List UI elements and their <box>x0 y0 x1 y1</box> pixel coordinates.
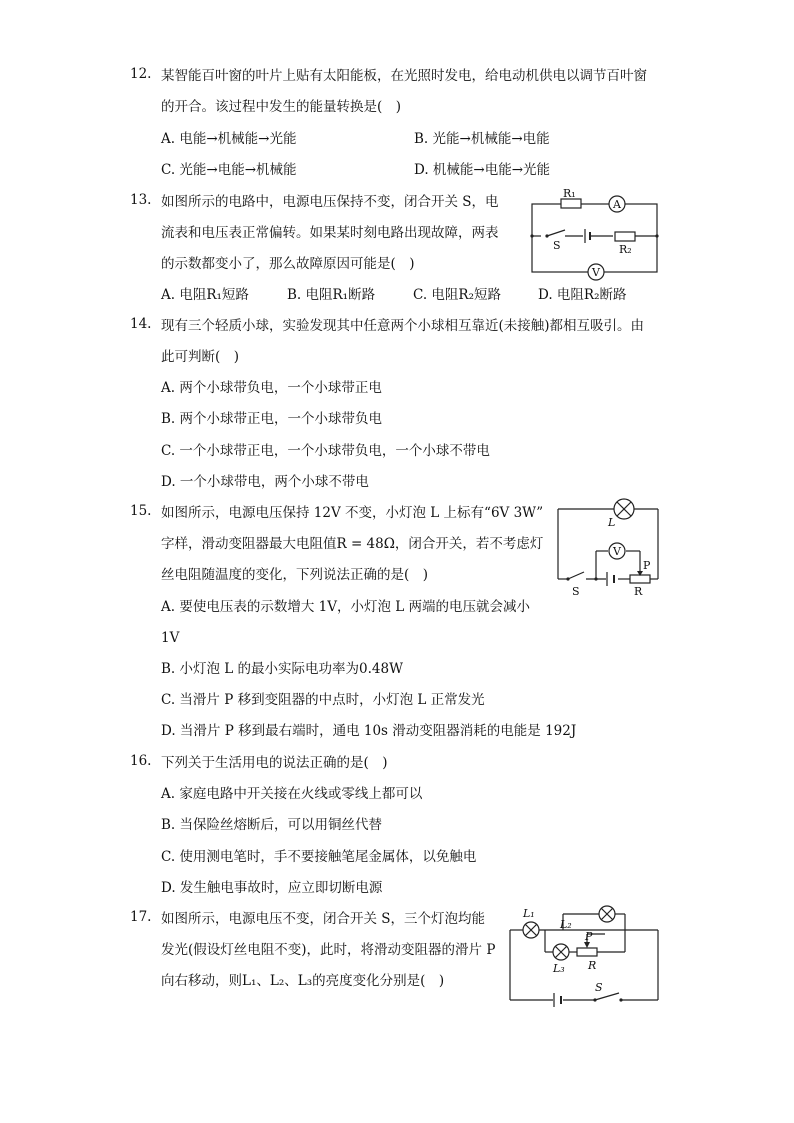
question-text-line: 的开合。该过程中发生的能量转换是( ) <box>161 99 402 115</box>
svg-text:L₂: L₂ <box>560 918 572 931</box>
question-text-line: 现有三个轻质小球，实验发现其中任意两个小球相互靠近(未接触)都相互吸引。由 <box>161 318 645 334</box>
question-text-line: 如图所示的电路中，电源电压保持不变，闭合开关 S，电 <box>161 194 499 210</box>
voltmeter <box>609 543 625 559</box>
svg-text:R: R <box>634 585 643 598</box>
battery <box>554 993 561 1007</box>
svg-text:S: S <box>572 585 580 598</box>
option-b[interactable]: B. 光能→机械能→电能 <box>414 131 550 147</box>
option-d[interactable]: D. 电阻R₂断路 <box>538 287 627 303</box>
question-text-line: 发光(假设灯丝电阻不变)，此时，将滑动变阻器的滑片 P <box>161 942 496 958</box>
question-text-line: 如图所示，电源电压不变，闭合开关 S，三个灯泡均能 <box>161 911 486 927</box>
battery <box>584 229 613 243</box>
question-text-line: 的示数都变小了，那么故障原因可能是( ) <box>161 256 415 272</box>
question-text-line: 字样，滑动变阻器最大电阻值R = 48Ω，闭合开关，若不考虑灯 <box>161 536 544 552</box>
svg-text:R₁: R₁ <box>563 187 576 200</box>
bulb-l3 <box>552 944 569 975</box>
question-text-line: 向右移动，则L₁、L₂、L₃的亮度变化分别是( ) <box>161 973 445 989</box>
question-text-line: 流表和电压表正常偏转。如果某时刻电路出现故障，两表 <box>161 225 499 241</box>
option-a[interactable]: A. 电阻R₁短路 <box>161 287 249 303</box>
resistor-r1 <box>561 187 581 208</box>
option-b[interactable]: B. 小灯泡 L 的最小实际电功率为0.48W <box>161 661 403 677</box>
option-d[interactable]: D. 当滑片 P 移到最右端时，通电 10s 滑动变阻器消耗的电能是 192J <box>161 723 577 739</box>
svg-text:A: A <box>613 198 621 211</box>
option-d[interactable]: D. 机械能→电能→光能 <box>414 162 551 178</box>
svg-text:L: L <box>608 516 616 529</box>
question-text-line: 某智能百叶窗的叶片上贴有太阳能板，在光照时发电，给电动机供电以调节百叶窗 <box>161 68 647 84</box>
ammeter <box>609 196 625 212</box>
bulb-l <box>607 499 634 529</box>
switch-s <box>541 230 583 252</box>
svg-text:L₁: L₁ <box>523 907 535 920</box>
option-c[interactable]: C. 光能→电能→机械能 <box>161 162 297 178</box>
bulb-l1 <box>522 907 539 938</box>
circuit-diagram-17 <box>505 902 665 1012</box>
bulb-l2 <box>559 906 615 931</box>
svg-text:R₂: R₂ <box>619 243 632 256</box>
svg-text:S: S <box>553 239 561 252</box>
circuit-diagram-15 <box>556 496 666 598</box>
svg-text:P: P <box>643 559 651 572</box>
option-b[interactable]: B. 当保险丝熔断后，可以用铜丝代替 <box>161 817 383 833</box>
option-a-continued: 1V <box>161 630 180 646</box>
option-b[interactable]: B. 两个小球带正电，一个小球带负电 <box>161 411 383 427</box>
question-text-line: 丝电阻随温度的变化，下列说法正确的是( ) <box>161 567 429 583</box>
option-a[interactable]: A. 要使电压表的示数增大 1V，小灯泡 L 两端的电压就会减小 <box>161 599 531 615</box>
option-a[interactable]: A. 家庭电路中开关接在火线或零线上都可以 <box>161 786 423 802</box>
slider-rheostat <box>577 930 597 972</box>
svg-text:V: V <box>613 545 621 558</box>
circuit-diagram-13 <box>525 186 665 278</box>
option-c[interactable]: C. 一个小球带正电，一个小球带负电，一个小球不带电 <box>161 443 490 459</box>
option-a[interactable]: A. 两个小球带负电，一个小球带正电 <box>161 380 382 396</box>
option-d[interactable]: D. 发生触电事故时，应立即切断电源 <box>161 880 383 896</box>
question-text-line: 下列关于生活用电的说法正确的是( ) <box>161 755 388 771</box>
question-number: 17. <box>130 909 152 925</box>
option-d[interactable]: D. 一个小球带电，两个小球不带电 <box>161 474 369 490</box>
question-number: 16. <box>130 753 152 769</box>
question-number: 13. <box>130 192 152 208</box>
question-number: 14. <box>130 316 152 332</box>
option-c[interactable]: C. 电阻R₂短路 <box>413 287 502 303</box>
option-b[interactable]: B. 电阻R₁断路 <box>287 287 376 303</box>
resistor-r2 <box>615 232 635 256</box>
option-c[interactable]: C. 当滑片 P 移到变阻器的中点时，小灯泡 L 正常发光 <box>161 692 485 708</box>
option-c[interactable]: C. 使用测电笔时，手不要接触笔尾金属体，以免触电 <box>161 849 477 865</box>
svg-text:P: P <box>585 930 593 943</box>
switch-s <box>593 981 622 1002</box>
voltmeter <box>588 264 604 280</box>
switch-s <box>566 572 584 598</box>
svg-text:V: V <box>592 266 600 279</box>
question-text-line: 此可判断( ) <box>161 349 240 365</box>
svg-text:L₃: L₃ <box>553 962 565 975</box>
question-number: 15. <box>130 503 152 519</box>
question-text-line: 如图所示，电源电压保持 12V 不变，小灯泡 L 上标有“6V 3W” <box>161 505 544 521</box>
svg-text:S: S <box>595 981 603 994</box>
svg-text:R: R <box>588 959 597 972</box>
question-number: 12. <box>130 66 152 82</box>
option-a[interactable]: A. 电能→机械能→光能 <box>161 131 297 147</box>
